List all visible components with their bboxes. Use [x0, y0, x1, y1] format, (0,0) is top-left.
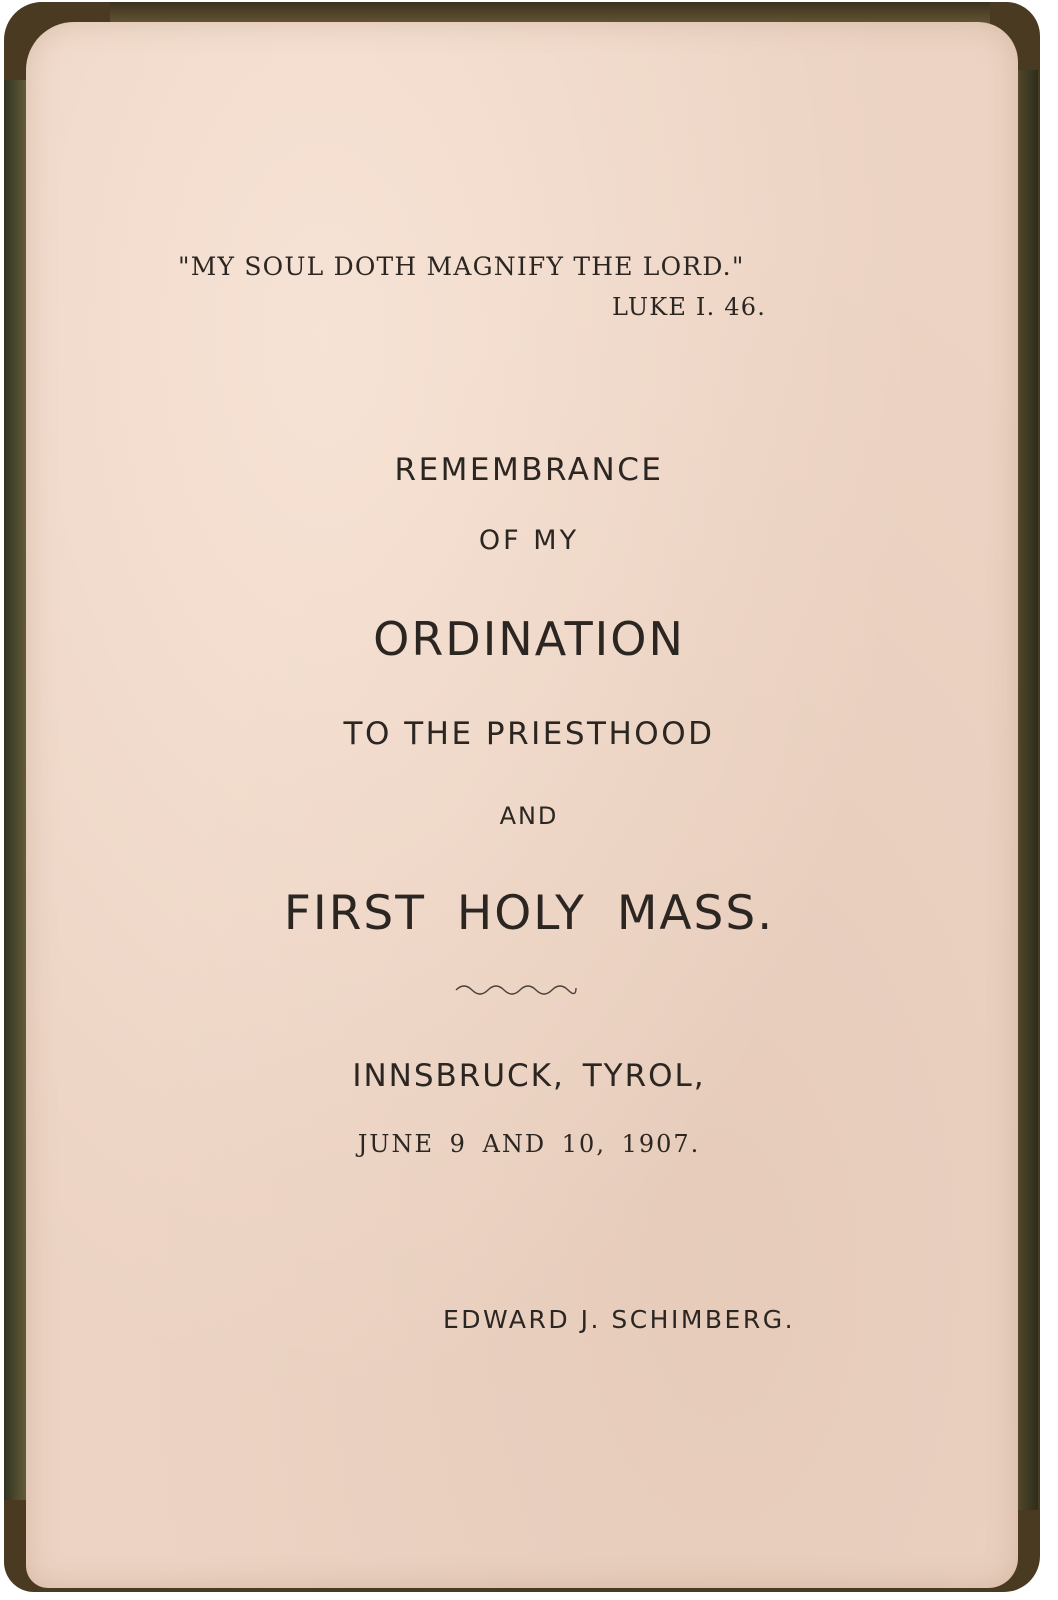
title-first-holy-mass: FIRST HOLY MASS. [283, 886, 775, 941]
event-date: JUNE 9 AND 10, 1907. [357, 1130, 701, 1158]
epigraph-quote: "MY SOUL DOTH MAGNIFY THE LORD." [178, 252, 745, 281]
title-remembrance: REMEMBRANCE [394, 452, 664, 488]
title-and: AND [499, 802, 559, 830]
wave-ornament [452, 978, 580, 998]
title-ordination: ORDINATION [373, 612, 685, 666]
title-priesthood: TO THE PRIESTHOOD [343, 716, 715, 752]
event-place: INNSBRUCK, TYROL, [352, 1058, 706, 1094]
epigraph-citation: LUKE I. 46. [612, 293, 767, 321]
signature-name: EDWARD J. SCHIMBERG. [443, 1305, 796, 1334]
title-of-my: OF MY [478, 525, 580, 556]
